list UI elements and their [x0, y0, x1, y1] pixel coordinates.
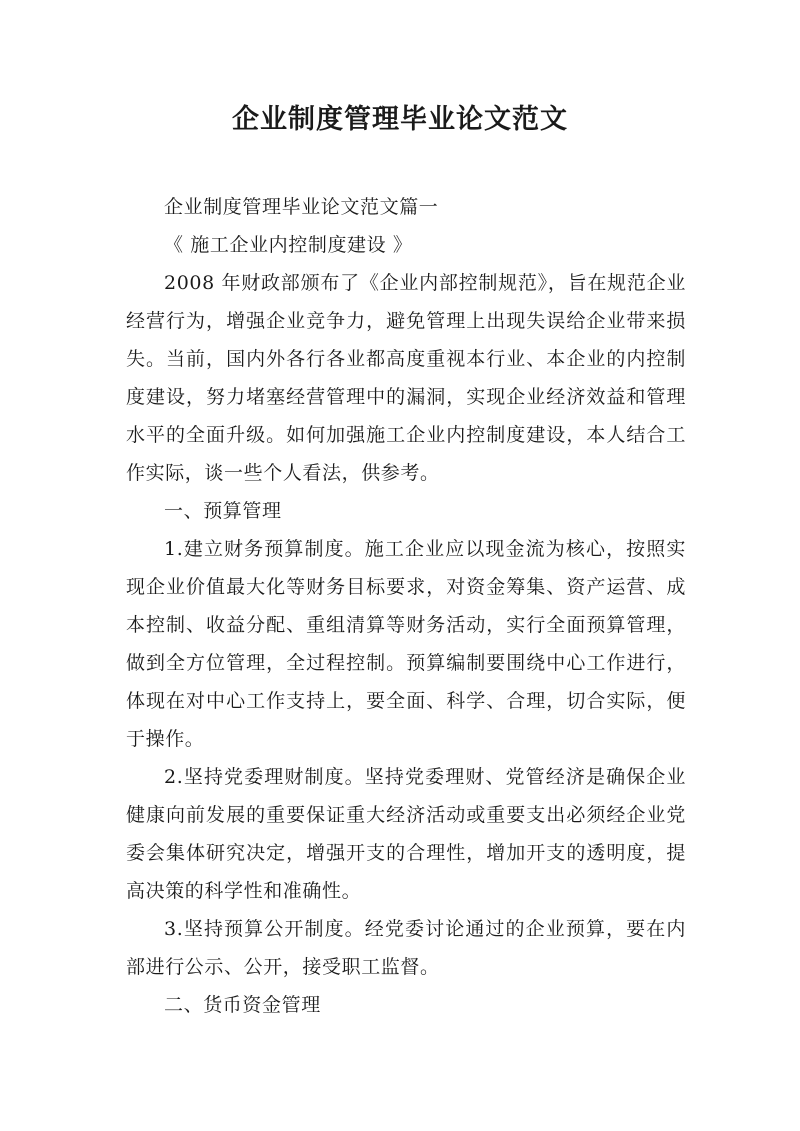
paragraph-budget-3: 3.坚持预算公开制度。经党委讨论通过的企业预算，要在内部进行公示、公开，接受职工监督。: [126, 918, 686, 978]
document-body: [126, 188, 686, 1024]
subtitle: 企业制度管理毕业论文范文篇一: [164, 196, 439, 218]
paragraph-budget-2: 2.坚持党委理财制度。坚持党委理财、党管经济是确保企业健康向前发展的重要保证重大经济活动或重要支出必须经企业党委会集体研究决定，增强开支的合理性，增加开支的透明度，提高决策的科学性和准确性。: [126, 766, 686, 902]
section-heading-budget: 一、预算管理: [164, 500, 282, 522]
paragraph-intro: 2008 年财政部颁布了《企业内部控制规范》，旨在规范企业经营行为，增强企业竞争力，避免管理上出现失误给企业带来损失。当前，国内外各行各业都高度重视本行业、本企业的内控制度建设，努力堵塞经营管理中的漏洞，实现企业经济效益和管理水平的全面升级。如何加强施工企业内控制度建设，本人结合工作实际，谈一些个人看法，供参考。: [126, 272, 686, 484]
document-title: 企业制度管理毕业论文范文: [232, 104, 568, 135]
paragraph-budget-1: 1.建立财务预算制度。施工企业应以现金流为核心，按照实现企业价值最大化等财务目标要求，对资金筹集、资产运营、成本控制、收益分配、重组清算等财务活动，实行全面预算管理，做到全方位管理，全过程控制。预算编制要围绕中心工作进行，体现在对中心工作支持上，要全面、科学、合理，切合实际，便于操作。: [126, 538, 686, 750]
article-title: 《 施工企业内控制度建设 》: [164, 234, 413, 256]
section-heading-cash: 二、货币资金管理: [164, 994, 321, 1016]
